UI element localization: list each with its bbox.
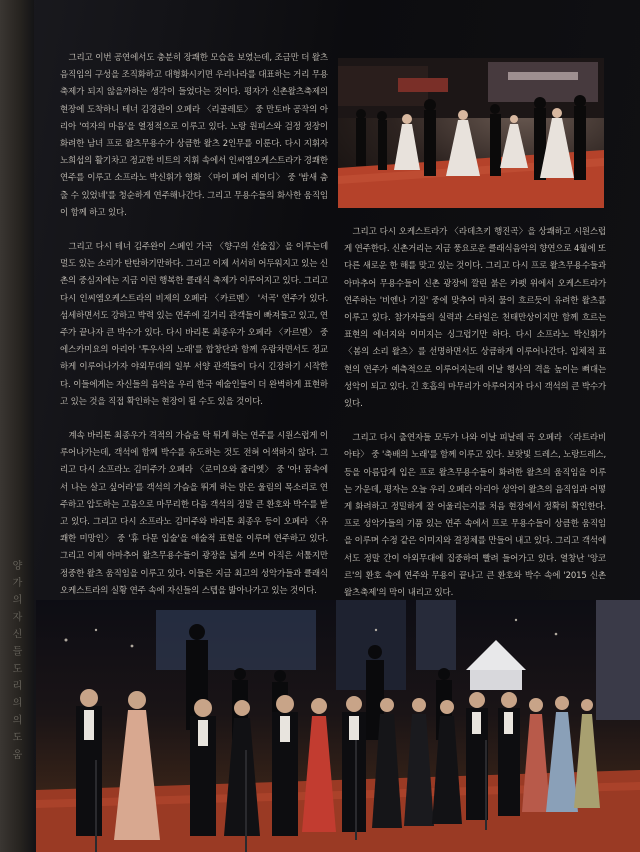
photo-waltz-dancers bbox=[338, 58, 604, 208]
page-spine bbox=[0, 0, 34, 852]
article-left-column bbox=[60, 50, 328, 602]
finale-performers-illustration bbox=[36, 600, 640, 852]
article-paragraph: 계속 바리톤 최종우가 격적의 가슴을 탁 튀게 하는 연주를 시원스럽게 이루어나가는데, 객석에 함께 박수를 유도하는 것도 전혀 어색하지 않다. 그리고 다시 소프라노 김미주가 오페라 〈로미오와 줄리엣〉 중 '아! 꿈속에서 나는 살고 싶어라'를 객석의 가슴을 뛰게 하는 맑은 울림의 목소리로 연주하고 압도하는 고음으로 마무리한 다음 객석의 정말 큰 환호와 박수를 받고 있다. 그리고 다시 소프라노 김미주와 바리톤 최종우 등이 오페라 〈유쾌한 미망인〉 중 '휴 다문 입술'을 애술적 표현을 이루며 연주하고 있다. 그리고 이제 아마추어 왈츠무용수들이 광장을 넓게 쓰며 아직은 서툴지만 정중한 왈츠 움직임을 이루고 있다. 이들은 지금 최고의 성악가들과 클래식 오케스트라의 실황 연주 속에 자신들의 스텝을 밟아나가고 있는 것이다. bbox=[60, 431, 328, 596]
article-paragraph: 그리고 다시 테너 김주완이 스페인 가곡 〈향구의 선술집〉을 이루는데 멀도 있는 소리가 탄탄하기만하다. 그리고 이제 서서히 어두워지고 있는 신촌의 중심지에는 지금 이런 행복한 클래식 축제가 이루어지고 있다. 그리고 다시 인씨엠오케스트라의 비제의 오페라 〈카르멘〉 '서곡' 연주가 있다. 섬세하면서도 강하고 박력 있는 연주에 길거리 관객들이 빠져들고 있고, 연주가 끝나자 큰 박수가 있다. 다시 바리톤 최종우가 오페라 〈카르멘〉 중 에스카미요의 아리아 '투우사의 노래'를 합창단과 함께 우람차면서도 정교하게 이루어나가자 야외무대의 일부 서양 관객들이 다시 긴장하기 시작한다. 이들에게는 자신들의 음악을 우리 한국 예술인들이 더 완벽하게 표현하고 있는 것을 직접 확인하는 현장이 될 수도 있을 것이다. bbox=[60, 242, 328, 407]
waltz-dancers-illustration bbox=[338, 58, 604, 208]
article-paragraph: 그리고 이번 공연에서도 충분히 장쾌한 모습을 보였는데, 조금만 더 왈츠 음직임의 구성을 조직화하고 대형화시키면 우리나라를 대표하는 거리 무용 축제가 되지 않을까하는 생각이 들었다는 것이다. 평자가 신촌왈츠축제의 현장에 도착하니 테너 김경관이 오페라 〈리골레토〉 중 만토바 공작의 아리아 '여자의 마음'을 열정적으로 이루고 있다. 노랑 원피스와 검정 정장이 화려한 남녀 프로 왈츠무용수가 상큼한 왈츠 2인무를 이룬다. 다시 지휘자 노희섭의 활기차고 정교한 비트의 지휘 속에서 인씨엠오케스트라가 경쾌한 연주를 이루고 소프라노 박신휘가 영화 〈마이 페어 레이디〉 중 '밤새 춤출 수 있었네'를 청순하게 연주해나간다. 그리고 무용수들의 화사한 움직임이 함께 하고 있다. bbox=[60, 53, 328, 218]
photo-finale-performers bbox=[36, 600, 640, 852]
article-right-column bbox=[344, 224, 606, 599]
spine-text: 양 가 의 자 신 들 도 리 의 의 도 움 bbox=[10, 560, 21, 761]
article-paragraph: 그리고 다시 오케스트라가 〈라데츠키 행진곡〉을 상쾌하고 시원스럽게 연주한다. 신촌거리는 지금 풍요로운 클래식음악의 향연으로 4월에 또 다른 새로운 한 해를 맞고 있는 것이다. 그리고 다시 프로 왈츠무용수들과 아마추어 무용수들이 신촌 광장에 깔린 붉은 카펫 위에서 오케스트라가 연주하는 '비엔나 기질' 중에 맞추어 마치 물이 흐르듯이 유려한 왈츠를 이루고 있다. 참가자들의 실력과 스타일은 천태만상이지만 함께 흐르는 표현의 에너지와 이미지는 싱그럽기만 하다. 다시 소프라노 박신휘가 〈봄의 소리 왈츠〉를 선명하면서도 상큼하게 이루어나간다. 입체적 표현의 연주가 예측적으로 이루어지는데 이날 행사의 격을 높이는 뼈대는 성악이 되고 있다. 긴 호흡의 마무리가 아루어지자 다시 객석의 큰 박수가 있다. bbox=[344, 227, 606, 410]
article-paragraph: 그리고 다시 출연자들 모두가 나와 이날 피날레 곡 오페라 〈라트라비아타〉 중 '축배의 노래'를 함께 이루고 있다. 보랏빛 드레스, 노랑드레스, 등을 아름답게 입은 프로 왈츠무용수들이 화려한 왈츠의 움직임을 이루는 가운데, 평자는 오늘 우리 오페라 아리아 성악이 왈츠의 음직임과 어떻게 화려하고 정밀하게 잘 어울리는지를 처음 현장에서 정확히 확인한다. 프로 성악가들의 기품 있는 연주 속에서 프로 무용수들이 상큼한 움직임을 이루며 수정 같은 이미지와 결정체를 만들어 내고 있다. 그리고 객석에서도 정말 간이 아외무대에 집중하여 빨려 들어가고 있다. 열창난 '앙코르'의 환호 속에 연주와 무용이 끝나고 큰 환호와 박수 속에 '2015 신촌왈츠축제'의 막이 내리고 있다. bbox=[344, 433, 606, 599]
